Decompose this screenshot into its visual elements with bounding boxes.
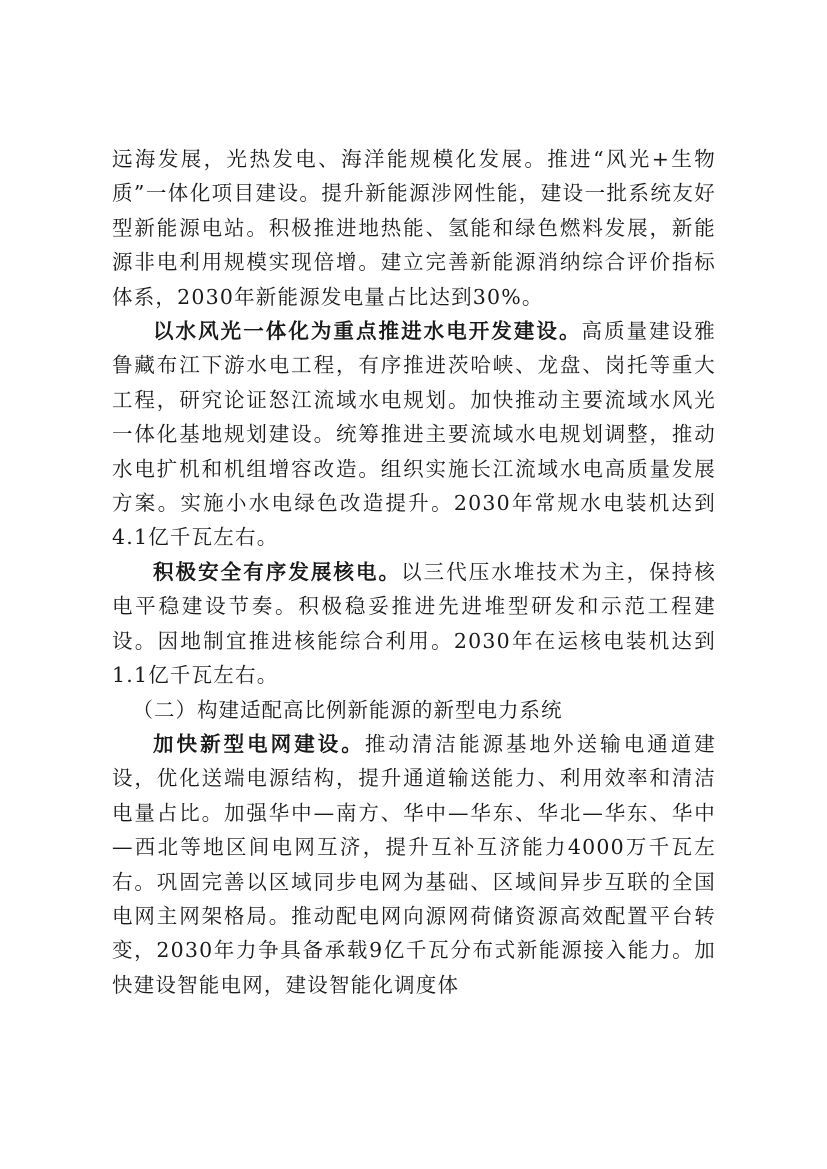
paragraph-hydropower [112, 314, 716, 555]
paragraph-text: 高质量建设雅鲁藏布江下游水电工程，有序推进茨哈峡、龙盘、岗托等重大工程，研究论证怒江流域水电规划。加快推动主要流域水风光一体化基地规划建设。统筹推进主要流域水电规划调整，推动水电扩机和机组增容改造。组织实施长江流域水电高质量发展方案。实施小水电绿色改造提升。2030年常规水电装机达到4.1亿千瓦左右。 [112, 319, 716, 550]
document-page [112, 142, 716, 1002]
paragraph-text: 以三代压水堆技术为主，保持核电平稳建设节奏。积极稳妥推进先进堆型研发和示范工程建设。因地制宜推进核能综合利用。2030年在运核电装机达到1.1亿千瓦左右。 [112, 559, 716, 688]
paragraph-continuation [112, 142, 716, 314]
paragraph-nuclear [112, 555, 716, 693]
paragraph-text: 远海发展，光热发电、海洋能规模化发展。推进“风光+生物质”一体化项目建设。提升新能源涉网性能，建设一批系统友好型新能源电站。积极推进地热能、氢能和绿色燃料发展，新能源非电利用规模实现倍增。建立完善新能源消纳综合评价指标体系，2030年新能源发电量占比达到30%。 [112, 147, 716, 309]
paragraph-grid [112, 727, 716, 1002]
section-heading: （二）构建适配高比例新能源的新型电力系统 [132, 697, 563, 722]
paragraph-lead: 以水风光一体化为重点推进水电开发建设。 [153, 319, 582, 344]
paragraph-text: 推动清洁能源基地外送输电通道建设，优化送端电源结构，提升通道输送能力、利用效率和清洁电量占比。加强华中—南方、华中—华东、华北—华东、华中—西北等地区间电网互济，提升互补互济能力4000万千瓦左右。巩固完善以区域同步电网为基础、区域间异步互联的全国电网主网架格局。推动配电网向源网荷储资源高效配置平台转变，2030年力争具备承载9亿千瓦分布式新能源接入能力。加快建设智能电网，建设智能化调度体 [112, 731, 716, 997]
paragraph-lead: 加快新型电网建设。 [153, 731, 365, 756]
paragraph-lead: 积极安全有序发展核电。 [153, 559, 402, 584]
